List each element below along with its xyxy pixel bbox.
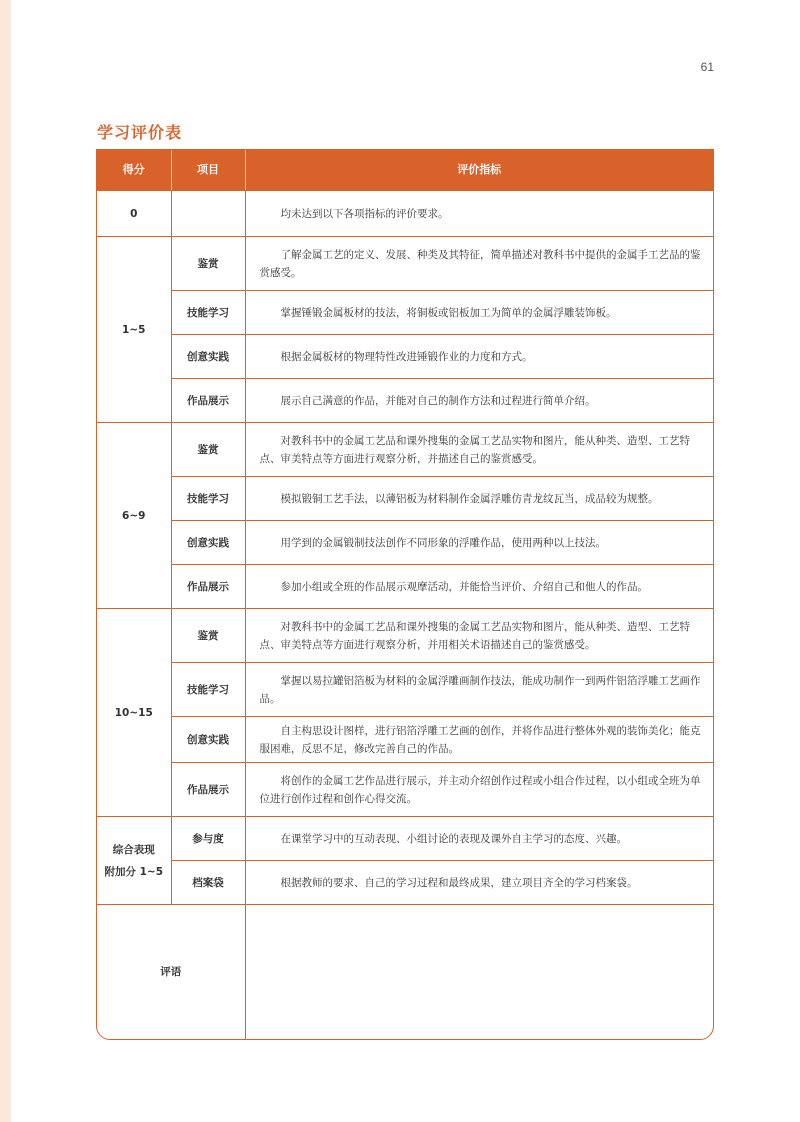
item-cell: 鉴赏 [171,237,245,291]
criteria-cell: 根据金属板材的物理特性改进锤锻作业的力度和方式。 [245,335,713,379]
page-number: 61 [700,60,714,74]
table-row [97,663,713,717]
table-row [97,609,713,663]
header-item: 项目 [171,150,245,191]
item-cell: 创意实践 [171,717,245,763]
criteria-cell: 展示自己满意的作品，并能对自己的制作方法和过程进行简单介绍。 [245,379,713,423]
criteria-cell: 在课堂学习中的互动表现、小组讨论的表现及课外自主学习的态度、兴趣。 [245,817,713,861]
score-cell: 10~15 [97,609,171,817]
score-cell [97,817,171,905]
item-cell: 作品展示 [171,379,245,423]
criteria-cell: 掌握锤锻金属板材的技法，将铜板或铝板加工为简单的金属浮雕装饰板。 [245,291,713,335]
criteria-cell: 自主构思设计图样，进行铝箔浮雕工艺画的创作，并将作品进行整体外观的装饰美化；能克服困难，反思不足，修改完善自己的作品。 [245,717,713,763]
item-cell: 技能学习 [171,663,245,717]
comment-label: 评语 [97,905,245,1040]
item-cell: 鉴赏 [171,609,245,663]
table-row [97,861,713,905]
criteria-cell: 模拟锻铜工艺手法，以薄铝板为材料制作金属浮雕仿青龙纹瓦当，成品较为规整。 [245,477,713,521]
page-side-strip [0,0,11,1122]
item-cell: 鉴赏 [171,423,245,477]
table-row [97,335,713,379]
table-header-row [97,150,713,191]
criteria-cell: 了解金属工艺的定义、发展、种类及其特征，简单描述对教科书中提供的金属手工艺品的鉴赏感受。 [245,237,713,291]
criteria-cell: 将创作的金属工艺作品进行展示，并主动介绍创作过程或小组合作过程，以小组或全班为单位进行创作过程和创作心得交流。 [245,763,713,817]
table-row [97,291,713,335]
item-cell: 作品展示 [171,565,245,609]
comment-area[interactable] [245,905,713,1040]
section-title: 学习评价表 [97,123,183,142]
table-row [97,477,713,521]
item-cell: 技能学习 [171,291,245,335]
criteria-cell: 对教科书中的金属工艺品和课外搜集的金属工艺品实物和图片，能从种类、造型、工艺特点、审美特点等方面进行观察分析，并用相关术语描述自己的鉴赏感受。 [245,609,713,663]
score-cell: 1~5 [97,237,171,423]
item-cell: 创意实践 [171,521,245,565]
table-row [97,817,713,861]
table-row [97,423,713,477]
table-row [97,521,713,565]
item-cell: 档案袋 [171,861,245,905]
criteria-cell: 参加小组或全班的作品展示观摩活动，并能恰当评价、介绍自己和他人的作品。 [245,565,713,609]
score-label-line1: 综合表现 [112,843,155,856]
comment-row [97,905,713,1040]
score-cell: 6~9 [97,423,171,609]
item-cell: 技能学习 [171,477,245,521]
table-row [97,191,713,237]
item-cell [171,191,245,237]
score-label-line2: 附加分 1~5 [104,865,164,878]
criteria-cell: 均未达到以下各项指标的评价要求。 [245,191,713,237]
score-cell: 0 [97,191,171,237]
criteria-cell: 根据教师的要求、自己的学习过程和最终成果，建立项目齐全的学习档案袋。 [245,861,713,905]
table-row [97,379,713,423]
table-row [97,763,713,817]
evaluation-table [96,149,714,1040]
item-cell: 参与度 [171,817,245,861]
header-criteria: 评价指标 [245,150,713,191]
table-row [97,565,713,609]
header-score: 得分 [97,150,171,191]
criteria-cell: 用学到的金属锻制技法创作不同形象的浮雕作品，使用两种以上技法。 [245,521,713,565]
table-row [97,717,713,763]
table-row [97,237,713,291]
criteria-cell: 掌握以易拉罐铝箔板为材料的金属浮雕画制作技法，能成功制作一到两件铝箔浮雕工艺画作品。 [245,663,713,717]
item-cell: 作品展示 [171,763,245,817]
criteria-cell: 对教科书中的金属工艺品和课外搜集的金属工艺品实物和图片，能从种类、造型、工艺特点、审美特点等方面进行观察分析，并描述自己的鉴赏感受。 [245,423,713,477]
item-cell: 创意实践 [171,335,245,379]
